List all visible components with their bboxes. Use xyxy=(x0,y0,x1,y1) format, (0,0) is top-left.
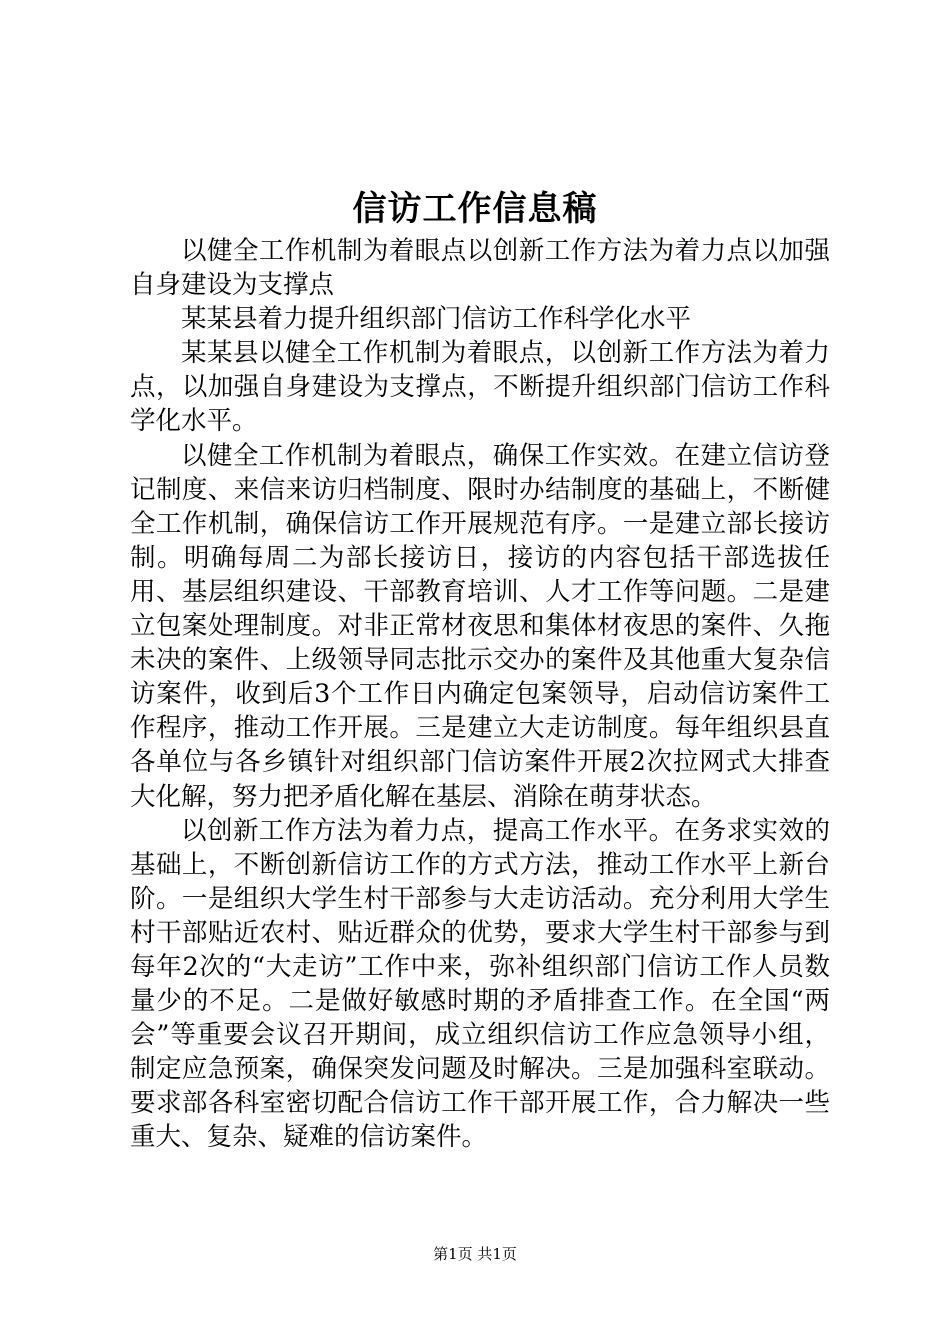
paragraph-intro: 某某县以健全工作机制为着眼点，以创新工作方法为着力点，以加强自身建设为支撑点，不断提升组织部门信访工作科学化水平。 xyxy=(130,338,830,437)
document-body xyxy=(130,234,830,1155)
paragraph-innovation: 以创新工作方法为着力点，提高工作水平。在务求实效的基础上，不断创新信访工作的方式方法，推动工作水平上新台阶。一是组织大学生村干部参与大走访活动。充分利用大学生村干部贴近农村、贴近群众的优势，要求大学生村干部参与到每年2次的“大走访”工作中来，弥补组织部门信访工作人员数量少的不足。二是做好敏感时期的矛盾排查工作。在全国“两会”等重要会议召开期间，成立组织信访工作应急领导小组，制定应急预案，确保突发问题及时解决。三是加强科室联动。要求部各科室密切配合信访工作干部开展工作，合力解决一些重大、复杂、疑难的信访案件。 xyxy=(130,815,830,1153)
paragraph-headline: 某某县着力提升组织部门信访工作科学化水平 xyxy=(181,304,692,335)
page-footer: 第1页 共1页 xyxy=(433,1245,517,1263)
paragraph-mechanism: 以健全工作机制为着眼点，确保工作实效。在建立信访登记制度、来信来访归档制度、限时办结制度的基础上，不断健全工作机制，确保信访工作开展规范有序。一是建立部长接访制。明确每周二为部长接访日，接访的内容包括干部选拔任用、基层组织建设、干部教育培训、人才工作等问题。二是建立包案处理制度。对非正常材夜思和集体材夜思的案件、久拖未决的案件、上级领导同志批示交办的案件及其他重大复杂信访案件，收到后3个工作日内确定包案领导，启动信访案件工作程序，推动工作开展。三是建立大走访制度。每年组织县直各单位与各乡镇针对组织部门信访案件开展2次拉网式大排查大化解，努力把矛盾化解在基层、消除在萌芽状态。 xyxy=(130,440,830,812)
paragraph-subtitle: 以健全工作机制为着眼点以创新工作方法为着力点以加强自身建设为支撑点 xyxy=(130,236,830,301)
document-title: 信访工作信息稿 xyxy=(352,189,598,229)
